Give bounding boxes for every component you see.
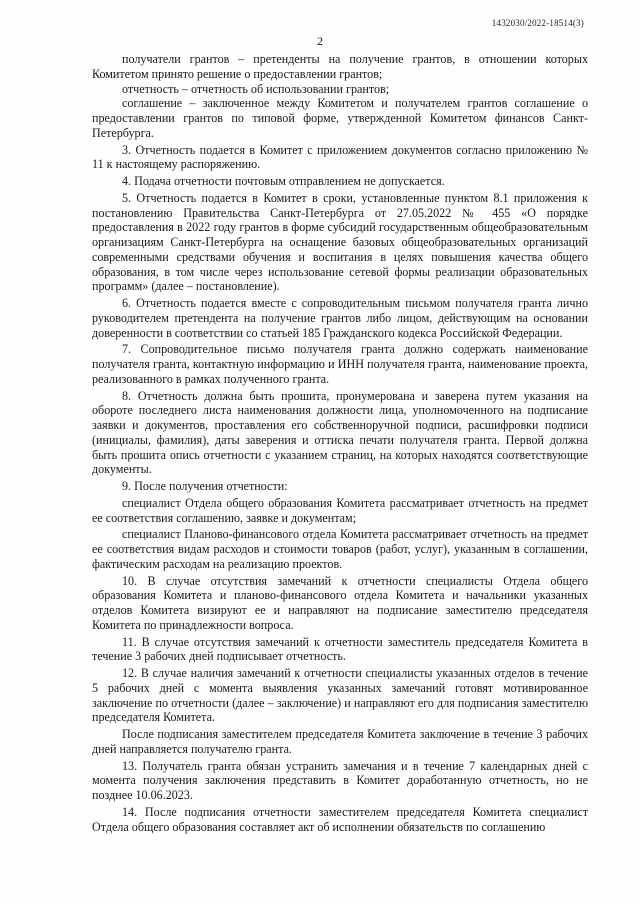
paragraph: 4. Подача отчетности почтовым отправлением не допускается. xyxy=(122,174,445,188)
paragraph: 13. Получатель гранта обязан устранить замечания и в течение 7 календарных дней с момента получения заключения представить в Комитет доработанную отчетность, но не позднее 10.06.2023. xyxy=(92,758,588,802)
paragraph: 9. После получения отчетности: xyxy=(122,479,288,493)
paragraph: специалист Отдела общего образования Комитета рассматривает отчетность на предмет ее соответствия соглашению, заявке и документам; xyxy=(92,495,588,525)
paragraph: 7. Сопроводительное письмо получателя гранта должно содержать наименование получателя гранта, контактную информацию и ИНН получателя гранта, наименование проекта, реализованного в рамках полученного гранта. xyxy=(92,342,588,386)
document-body xyxy=(92,52,588,834)
paragraph: 3. Отчетность подается в Комитет с приложением документов согласно приложению № 11 к настоящему распоряжению. xyxy=(92,142,588,172)
paragraph: 5. Отчетность подается в Комитет в сроки, установленные пунктом 8.1 приложения к постановлению Правительства Санкт-Петербурга от 27.05.2022 № 455 «О порядке предоставления в 2022 году грантов в форме субсидий государственным общеобразовательным организациям Санкт-Петербурга на оснащение базовых общеобразовательных организаций современными средствами обучения и воспитания в целях повышения качества общего образования, в том числе через использование сетевой формы реализации образовательных программ» (далее – постановление). xyxy=(92,190,588,294)
paragraph: отчетность – отчетность об использовании грантов; xyxy=(122,81,390,96)
page-number: 2 xyxy=(317,34,323,48)
paragraph: 14. После подписания отчетности заместителем председателя Комитета специалист Отдела общего образования составляет акт об исполнении обязательств по соглашению xyxy=(92,804,588,834)
paragraph: 6. Отчетность подается вместе с сопроводительным письмом получателя гранта лично руководителем претендента на получение грантов либо лицом, действующим на основании доверенности в соответствии со статьей 185 Гражданского кодекса Российской Федерации. xyxy=(92,296,588,340)
paragraph: специалист Планово-финансового отдела Комитета рассматривает отчетность на предмет ее соответствия видам расходов и стоимости товаров (работ, услуг), указанным в соглашении, фактическим расходам на реализацию проектов. xyxy=(92,527,588,571)
paragraph: После подписания заместителем председателя Комитета заключение в течение 3 рабочих дней направляется получателю гранта. xyxy=(92,727,588,756)
paragraph: 11. В случае отсутствия замечаний к отчетности заместитель председателя Комитета в течение 3 рабочих дней подписывает отчетность. xyxy=(92,634,588,664)
paragraph: соглашение – заключенное между Комитетом и получателем грантов соглашение о предоставлении грантов по типовой форме, утвержденной Комитетом финансов Санкт-Петербурга. xyxy=(92,96,588,140)
paragraph: 8. Отчетность должна быть прошита, пронумерована и заверена путем указания на обороте последнего листа наименования должности лица, уполномоченного на подписание заявки и документов, проставления его собственноручной подписи, расшифровки подписи (инициалы, фамилия), даты заверения и оттиска печати получателя гранта. Первой должна быть прошита опись отчетности с указанием страниц, на которых находятся соответствующие документы. xyxy=(92,388,588,477)
paragraph: получатели грантов – претенденты на получение грантов, в отношении которых Комитетом принято решение о предоставлении грантов; xyxy=(92,52,588,81)
paragraph: 10. В случае отсутствия замечаний к отчетности специалисты Отдела общего образования Комитета и планово-финансового отдела Комитета и начальники указанных отделов Комитета визируют ее и направляют на подписание заместителю председателя Комитета по принадлежности вопроса. xyxy=(92,573,588,632)
document-registration-number: 1432030/2022-18514(3) xyxy=(491,18,584,28)
paragraph: 12. В случае наличия замечаний к отчетности специалисты указанных отделов в течение 5 рабочих дней с момента выявления указанных замечаний готовят мотивированное заключение по отчетности (далее – заключение) и направляют его для подписания заместителю председателя Комитета. xyxy=(92,666,588,725)
